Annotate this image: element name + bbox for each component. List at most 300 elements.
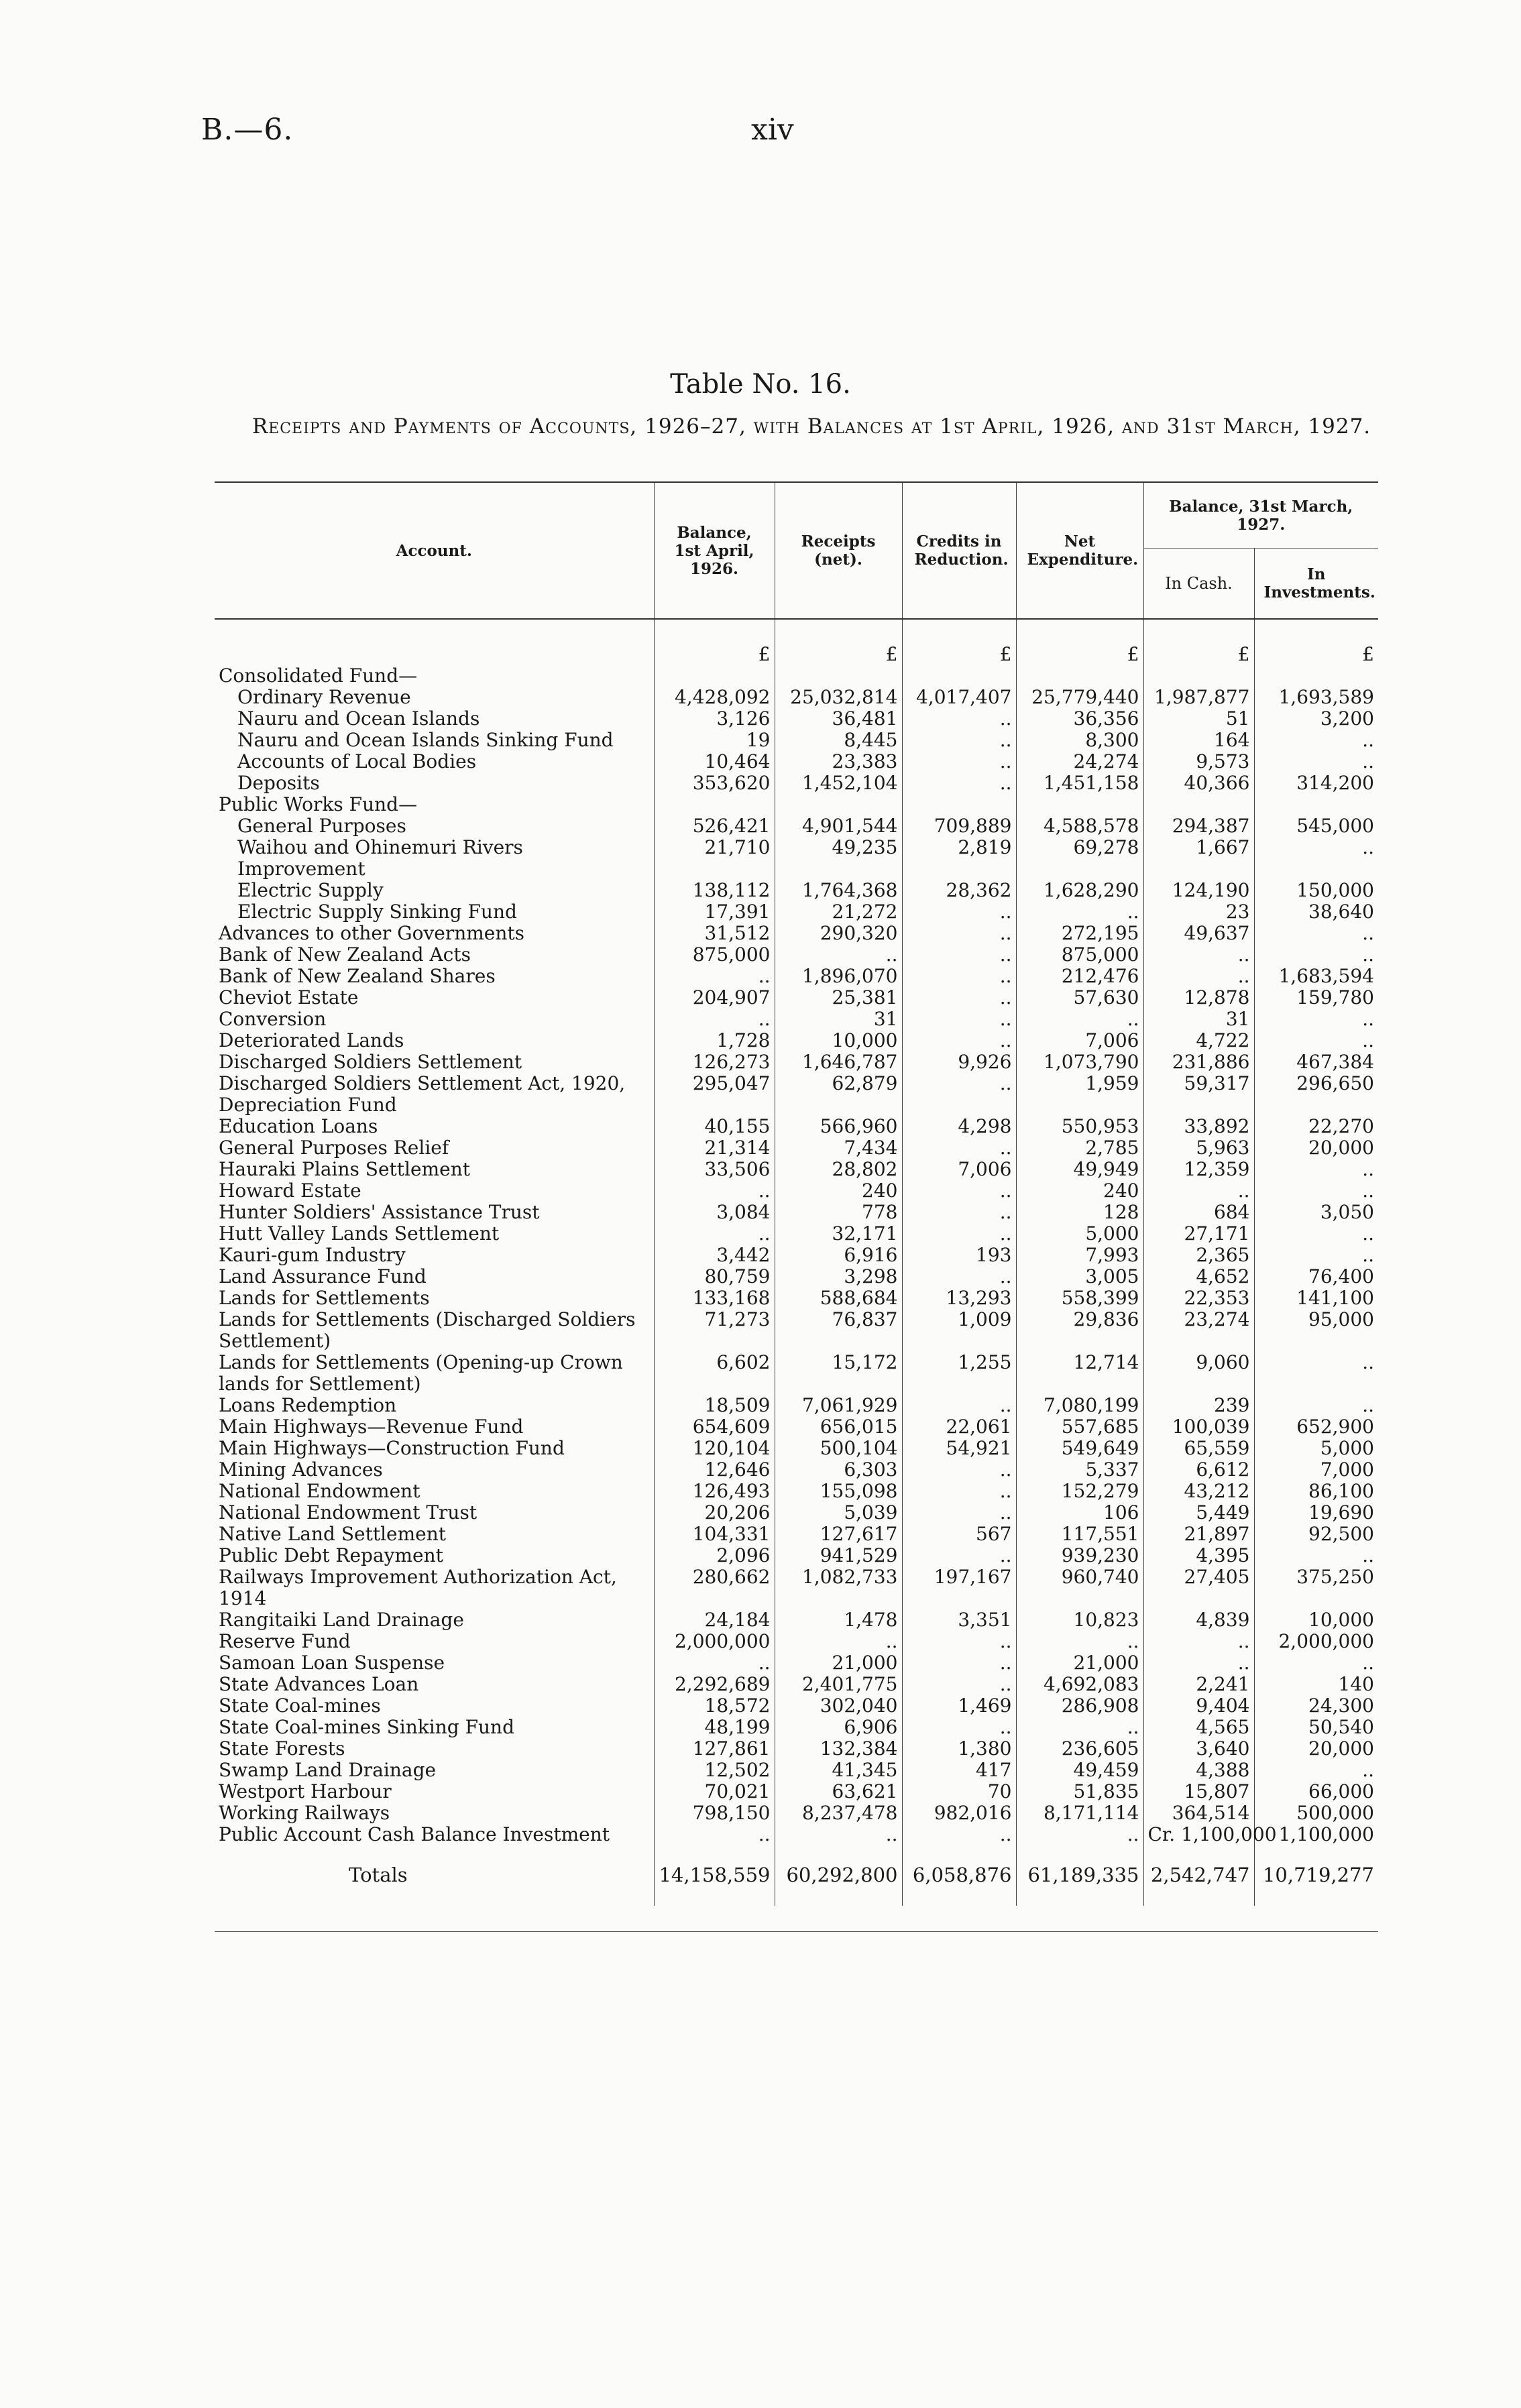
value-cell: 28,802 [775,1159,902,1180]
value-cell: 27,171 [1143,1223,1254,1245]
table-row [215,1352,1378,1395]
table-row [215,1609,1378,1631]
table-body [215,619,1378,1906]
table-row [215,1202,1378,1223]
value-cell: 7,434 [775,1137,902,1159]
account-name-cell: Westport Harbour [219,1780,392,1802]
value-cell: 40,155 [654,1116,775,1137]
table-row [215,1180,1378,1202]
account-name-cell: Mining Advances [219,1458,383,1481]
table-row [215,1309,1378,1352]
value-cell: 7,006 [1016,1030,1143,1051]
value-cell: 126,493 [654,1481,775,1502]
account-name-cell: Ordinary Revenue [237,686,411,708]
value-cell: 960,740 [1016,1566,1143,1609]
table-row [215,1395,1378,1416]
value-cell: 4,722 [1143,1030,1254,1051]
value-cell: 19,690 [1254,1502,1378,1524]
value-cell: 49,637 [1143,923,1254,944]
value-cell: 2,000,000 [1254,1631,1378,1652]
value-cell: 4,395 [1143,1545,1254,1566]
accounts-table-container [215,481,1378,1906]
currency-cell: £ [1016,619,1143,665]
value-cell: 57,630 [1016,987,1143,1009]
table-row [215,1266,1378,1287]
value-cell: .. [1254,837,1378,880]
account-name-cell: Swamp Land Drainage [219,1759,437,1781]
header-in-cash: In Cash. [1143,549,1254,619]
table-row [215,708,1378,730]
total-value-cell: 6,058,876 [902,1845,1016,1906]
total-value-cell: 2,542,747 [1143,1845,1254,1906]
value-cell: 69,278 [1016,837,1143,880]
value-cell [902,794,1016,815]
value-cell: 23 [1143,901,1254,923]
value-cell: .. [1254,1159,1378,1180]
account-name-cell: State Coal-mines [219,1695,381,1717]
value-cell: .. [902,1180,1016,1202]
value-cell: 4,017,407 [902,687,1016,708]
account-name-cell: Working Railways [219,1802,390,1824]
value-cell: .. [902,1717,1016,1738]
value-cell: 500,104 [775,1438,902,1459]
value-cell: 43,212 [1143,1481,1254,1502]
value-cell: 20,000 [1254,1738,1378,1760]
value-cell: .. [1016,1824,1143,1845]
account-name-cell: Electric Supply Sinking Fund [237,901,517,923]
value-cell: 31,512 [654,923,775,944]
currency-cell: £ [902,619,1016,665]
value-cell: 7,000 [1254,1459,1378,1481]
value-cell: 20,206 [654,1502,775,1524]
value-cell [1143,665,1254,687]
value-cell: 236,605 [1016,1738,1143,1760]
value-cell: 9,926 [902,1051,1016,1073]
value-cell: 4,565 [1143,1717,1254,1738]
value-cell: 132,384 [775,1738,902,1760]
total-value-cell: 10,719,277 [1254,1845,1378,1906]
value-cell: .. [1254,923,1378,944]
value-cell: 982,016 [902,1802,1016,1824]
value-cell: 95,000 [1254,1309,1378,1352]
account-name-cell: Main Highways—Revenue Fund [219,1416,524,1438]
table-row [215,1009,1378,1030]
value-cell: .. [1143,1631,1254,1652]
value-cell: 375,250 [1254,1566,1378,1609]
value-cell: 9,404 [1143,1695,1254,1717]
value-cell: 10,464 [654,751,775,772]
header-in-investments: In Investments. [1254,549,1378,619]
table-row [215,880,1378,901]
value-cell: .. [1143,966,1254,987]
table-row [215,1116,1378,1137]
value-cell: 17,391 [654,901,775,923]
header-balance-1st-april: Balance, 1st April, 1926. [654,482,775,619]
value-cell: 86,100 [1254,1481,1378,1502]
value-cell: 141,100 [1254,1287,1378,1309]
value-cell: 66,000 [1254,1781,1378,1802]
value-cell: 467,384 [1254,1051,1378,1073]
value-cell: 3,200 [1254,708,1378,730]
value-cell: .. [902,1266,1016,1287]
account-name-cell: Railways Improvement Authorization Act, 1914 [219,1566,617,1609]
value-cell [775,794,902,815]
value-cell: 21,000 [775,1652,902,1674]
value-cell: 3,298 [775,1266,902,1287]
value-cell: 1,683,594 [1254,966,1378,987]
value-cell: 2,292,689 [654,1674,775,1695]
value-cell: 654,609 [654,1416,775,1438]
value-cell: 1,478 [775,1609,902,1631]
account-name-cell: Rangitaiki Land Drainage [219,1609,464,1631]
value-cell: 22,270 [1254,1116,1378,1137]
value-cell: .. [1254,1352,1378,1395]
value-cell: .. [1143,944,1254,966]
value-cell: 3,351 [902,1609,1016,1631]
value-cell: 4,839 [1143,1609,1254,1631]
value-cell: 2,000,000 [654,1631,775,1652]
value-cell: 12,878 [1143,987,1254,1009]
value-cell: 59,317 [1143,1073,1254,1116]
total-value-cell: 14,158,559 [654,1845,775,1906]
value-cell: 10,000 [775,1030,902,1051]
value-cell: 6,303 [775,1459,902,1481]
value-cell: 7,061,929 [775,1395,902,1416]
value-cell: 4,428,092 [654,687,775,708]
value-cell: 51 [1143,708,1254,730]
account-name-cell: Nauru and Ocean Islands Sinking Fund [237,729,614,751]
account-name-cell: National Endowment Trust [219,1501,477,1524]
value-cell: 159,780 [1254,987,1378,1009]
value-cell: .. [1254,1652,1378,1674]
value-cell: 13,293 [902,1287,1016,1309]
value-cell: 15,807 [1143,1781,1254,1802]
value-cell: 133,168 [654,1287,775,1309]
value-cell: 798,150 [654,1802,775,1824]
account-name-cell: General Purposes [237,815,406,837]
value-cell: 21,314 [654,1137,775,1159]
value-cell: .. [1016,1717,1143,1738]
value-cell: .. [1016,1009,1143,1030]
value-cell: 545,000 [1254,815,1378,837]
account-name-cell: Hunter Soldiers' Assistance Trust [219,1201,540,1223]
value-cell: .. [902,772,1016,794]
value-cell: 8,171,114 [1016,1802,1143,1824]
value-cell: 76,400 [1254,1266,1378,1287]
value-cell: .. [1254,1009,1378,1030]
value-cell: 5,449 [1143,1502,1254,1524]
account-name-cell: Samoan Loan Suspense [219,1652,445,1674]
value-cell: 12,714 [1016,1352,1143,1395]
value-cell: 80,759 [654,1266,775,1287]
account-name-cell: Kauri-gum Industry [219,1244,406,1266]
value-cell: 25,032,814 [775,687,902,708]
table-row [215,772,1378,794]
value-cell: 150,000 [1254,880,1378,901]
table-row [215,1438,1378,1459]
value-cell: .. [902,1502,1016,1524]
value-cell: 152,279 [1016,1481,1143,1502]
value-cell: 652,900 [1254,1416,1378,1438]
value-cell: 550,953 [1016,1116,1143,1137]
value-cell: 10,823 [1016,1609,1143,1631]
value-cell: 21,710 [654,837,775,880]
account-name-cell: Howard Estate [219,1180,361,1202]
total-value-cell: 60,292,800 [775,1845,902,1906]
value-cell: 92,500 [1254,1524,1378,1545]
table-row [215,1760,1378,1781]
value-cell: .. [902,730,1016,751]
table-title: Table No. 16. [670,369,851,400]
table-row [215,1738,1378,1760]
value-cell: 31 [775,1009,902,1030]
table-row [215,1416,1378,1438]
value-cell: 1,100,000 [1254,1824,1378,1845]
value-cell: .. [1254,1245,1378,1266]
value-cell: 62,879 [775,1073,902,1116]
table-row [215,1674,1378,1695]
value-cell: 364,514 [1143,1802,1254,1824]
value-cell: 8,445 [775,730,902,751]
value-cell: .. [902,1009,1016,1030]
value-cell: 240 [1016,1180,1143,1202]
value-cell: 5,337 [1016,1459,1143,1481]
value-cell: .. [902,1223,1016,1245]
account-name-cell: Nauru and Ocean Islands [237,707,480,730]
value-cell: 51,835 [1016,1781,1143,1802]
value-cell [654,794,775,815]
value-cell: 1,469 [902,1695,1016,1717]
value-cell: 557,685 [1016,1416,1143,1438]
table-row [215,1717,1378,1738]
value-cell: 1,896,070 [775,966,902,987]
value-cell: 25,779,440 [1016,687,1143,708]
value-cell: .. [775,1631,902,1652]
value-cell: 417 [902,1760,1016,1781]
value-cell: 71,273 [654,1309,775,1352]
value-cell: 3,442 [654,1245,775,1266]
value-cell: 204,907 [654,987,775,1009]
header-balance-31st-march: Balance, 31st March, 1927. [1143,482,1378,549]
value-cell: 588,684 [775,1287,902,1309]
table-row [215,794,1378,815]
value-cell: 63,621 [775,1781,902,1802]
table-row [215,1802,1378,1824]
account-name-cell: Deteriorated Lands [219,1029,404,1051]
value-cell: .. [1016,1631,1143,1652]
value-cell: 33,892 [1143,1116,1254,1137]
value-cell: 24,184 [654,1609,775,1631]
value-cell: 21,000 [1016,1652,1143,1674]
value-cell: .. [902,1631,1016,1652]
value-cell: 193 [902,1245,1016,1266]
value-cell: 7,006 [902,1159,1016,1180]
value-cell: .. [902,1202,1016,1223]
account-name-cell: State Coal-mines Sinking Fund [219,1716,514,1738]
value-cell: Cr. 1,100,000 [1143,1824,1254,1845]
currency-label-cell [215,619,654,665]
table-row [215,1073,1378,1116]
account-name-cell: Reserve Fund [219,1630,351,1652]
value-cell: .. [1254,730,1378,751]
value-cell: 500,000 [1254,1802,1378,1824]
value-cell [902,665,1016,687]
value-cell [1254,665,1378,687]
value-cell: 272,195 [1016,923,1143,944]
value-cell: 6,906 [775,1717,902,1738]
account-name-cell: State Advances Loan [219,1673,419,1695]
value-cell: .. [902,1459,1016,1481]
value-cell: 76,837 [775,1309,902,1352]
value-cell: 1,693,589 [1254,687,1378,708]
value-cell: 18,509 [654,1395,775,1416]
value-cell: 296,650 [1254,1073,1378,1116]
account-name-cell: Advances to other Governments [219,922,525,944]
value-cell: 6,612 [1143,1459,1254,1481]
table-row [215,1695,1378,1717]
account-name-cell: Hutt Valley Lands Settlement [219,1222,500,1245]
value-cell: 7,993 [1016,1245,1143,1266]
account-name-cell: Discharged Soldiers Settlement Act, 1920, Depreciation Fund [219,1072,626,1116]
value-cell: .. [902,944,1016,966]
value-cell: 22,061 [902,1416,1016,1438]
value-cell: 24,274 [1016,751,1143,772]
account-name-cell: Native Land Settlement [219,1523,447,1545]
value-cell: 50,540 [1254,1717,1378,1738]
value-cell: 38,640 [1254,901,1378,923]
value-cell: 23,383 [775,751,902,772]
value-cell: 3,126 [654,708,775,730]
value-cell: .. [1143,1652,1254,1674]
table-row [215,1481,1378,1502]
value-cell: 18,572 [654,1695,775,1717]
value-cell: 549,649 [1016,1438,1143,1459]
value-cell: .. [902,1137,1016,1159]
account-name-cell: Lands for Settlements (Discharged Soldiers Settlement) [219,1308,636,1352]
table-row [215,1502,1378,1524]
table-subtitle: Receipts and Payments of Accounts, 1926–27, with Balances at 1st April, 1926, and 31st March, 1927. [251,414,1371,439]
value-cell: 2,401,775 [775,1674,902,1695]
currency-cell: £ [775,619,902,665]
table-row [215,1287,1378,1309]
table-row [215,1051,1378,1073]
value-cell: .. [1143,1180,1254,1202]
value-cell: .. [902,901,1016,923]
table-row [215,1459,1378,1481]
value-cell: 49,235 [775,837,902,880]
value-cell: 566,960 [775,1116,902,1137]
value-cell: .. [1254,944,1378,966]
value-cell: 127,861 [654,1738,775,1760]
value-cell: 212,476 [1016,966,1143,987]
value-cell: 1,082,733 [775,1566,902,1609]
value-cell: 280,662 [654,1566,775,1609]
value-cell: 875,000 [1016,944,1143,966]
value-cell: 941,529 [775,1545,902,1566]
value-cell: 36,356 [1016,708,1143,730]
value-cell: 3,050 [1254,1202,1378,1223]
value-cell: 1,987,877 [1143,687,1254,708]
value-cell [1016,794,1143,815]
value-cell: 1,255 [902,1352,1016,1395]
account-name-cell: Public Debt Repayment [219,1544,443,1566]
account-name-cell: Bank of New Zealand Shares [219,965,496,987]
value-cell: 41,345 [775,1760,902,1781]
value-cell: 1,380 [902,1738,1016,1760]
value-cell [1254,794,1378,815]
value-cell: 3,084 [654,1202,775,1223]
value-cell: .. [902,1073,1016,1116]
table-row [215,1824,1378,1845]
table-row [215,923,1378,944]
account-name-cell: Accounts of Local Bodies [237,750,477,772]
accounts-table [215,481,1378,1906]
value-cell: 709,889 [902,815,1016,837]
value-cell: .. [1254,1030,1378,1051]
value-cell: 29,836 [1016,1309,1143,1352]
value-cell: 3,005 [1016,1266,1143,1287]
value-cell: 294,387 [1143,815,1254,837]
value-cell: 8,300 [1016,730,1143,751]
value-cell: 32,171 [775,1223,902,1245]
value-cell: 48,199 [654,1717,775,1738]
value-cell: 2,785 [1016,1137,1143,1159]
value-cell: 7,080,199 [1016,1395,1143,1416]
value-cell: 9,060 [1143,1352,1254,1395]
table-row [215,1030,1378,1051]
table-row [215,815,1378,837]
value-cell: 49,459 [1016,1760,1143,1781]
value-cell: 875,000 [654,944,775,966]
value-cell: 21,272 [775,901,902,923]
value-cell: 36,481 [775,708,902,730]
value-cell: 4,588,578 [1016,815,1143,837]
value-cell: 127,617 [775,1524,902,1545]
account-name-cell: Cheviot Estate [219,986,359,1009]
total-value-cell: 61,189,335 [1016,1845,1143,1906]
value-cell: 106 [1016,1502,1143,1524]
table-row [215,987,1378,1009]
header-account: Account. [215,482,654,619]
table-row [215,1137,1378,1159]
value-cell: 100,039 [1143,1416,1254,1438]
value-cell: 567 [902,1524,1016,1545]
value-cell: 1,667 [1143,837,1254,880]
value-cell: 1,073,790 [1016,1051,1143,1073]
value-cell: 54,921 [902,1438,1016,1459]
value-cell: 1,646,787 [775,1051,902,1073]
header-net-expenditure: Net Expenditure. [1016,482,1143,619]
value-cell: .. [902,1652,1016,1674]
value-cell: .. [902,1674,1016,1695]
bottom-rule [215,1931,1378,1932]
table-row [215,1631,1378,1652]
account-name-cell: Discharged Soldiers Settlement [219,1051,522,1073]
value-cell: 9,573 [1143,751,1254,772]
value-cell: 1,452,104 [775,772,902,794]
value-cell: 117,551 [1016,1524,1143,1545]
value-cell: 197,167 [902,1566,1016,1609]
currency-cell: £ [1254,619,1378,665]
table-row [215,966,1378,987]
account-name-cell: Deposits [237,772,320,794]
value-cell: 70,021 [654,1781,775,1802]
value-cell: 353,620 [654,772,775,794]
value-cell: 33,506 [654,1159,775,1180]
value-cell: 2,241 [1143,1674,1254,1695]
value-cell: 27,405 [1143,1566,1254,1609]
table-row [215,1652,1378,1674]
